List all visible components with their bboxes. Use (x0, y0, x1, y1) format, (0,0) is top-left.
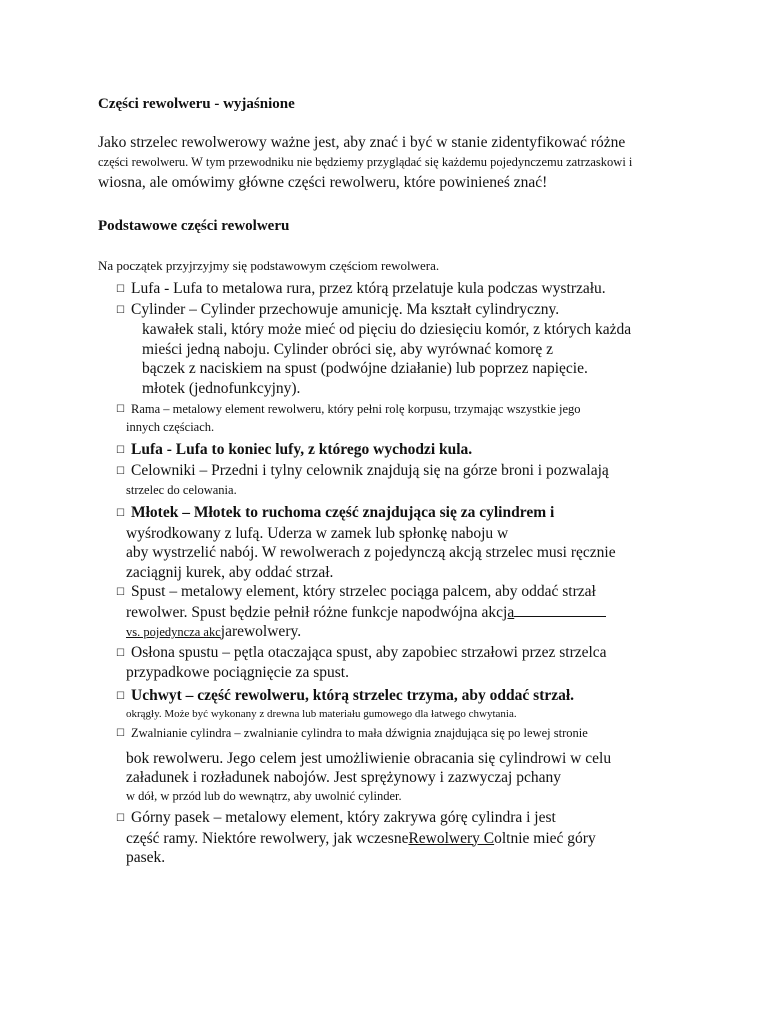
checkbox-icon: ☐ (116, 690, 125, 702)
list-item-rama: ☐ Rama – metalowy element rewolweru, który pełni rolę korpusu, trzymając wszystkie jego innych częściach. (116, 402, 581, 434)
checkbox-icon: ☐ (116, 284, 125, 295)
checkbox-icon: ☐ (116, 508, 125, 519)
intro-paragraph (98, 133, 738, 194)
underlined-text: vs. pojedyncza akc (126, 625, 221, 639)
list-item-cylinder: ☐ Cylinder – Cylinder przechowuje amunicję. Ma kształt cylindryczny. kawałek stali, który może mieć od pięciu do dziesięciu komór, z których każda mieści jedną naboju. Cylinder obróci się, aby wyrównać komorę z bączek z naciskiem na spust (podwójne działanie) lub poprzez napięcie. młotek (jednofunkcyjny). (116, 300, 632, 397)
checkbox-icon: ☐ (116, 813, 125, 824)
list-item-gorny-pasek: ☐ Górny pasek – metalowy element, który zakrywa górę cylindra i jest część ramy. Niektóre rewolwery, jak wczesneRewolwery Coltnie mieć góry pasek. (116, 809, 596, 866)
checkbox-icon: ☐ (116, 465, 125, 477)
section-lead: Na początek przyjrzyjmy się podstawowym częściom rewolwera. (98, 258, 440, 273)
checkbox-icon: ☐ (116, 587, 125, 598)
checkbox-icon: ☐ (116, 728, 125, 739)
list-item-lufa-koniec: ☐ Lufa - Lufa to koniec lufy, z którego wychodzi kula. (116, 440, 746, 461)
parts-list (116, 279, 746, 868)
underline-blank (514, 603, 606, 617)
checkbox-icon: ☐ (116, 304, 125, 316)
underlined-text: ja (503, 603, 515, 621)
list-item-uchwyt: ☐ Uchwyt – część rewolweru, którą strzelec trzyma, aby oddać strzał. okrągły. Może być wykonany z drewna lub materiału gumowego dla łatwego chwytania. (116, 686, 575, 720)
intro-line: Jako strzelec rewolwerowy ważne jest, aby znać i być w stanie zidentyfikować różne (98, 134, 626, 151)
list-item-spust: ☐ Spust – metalowy element, który strzelec pociąga palcem, aby oddać strzał rewolwer. Spust będzie pełnił różne funkcje napodwójna akcja vs. pojedyncza akcjarewolwery. (116, 582, 746, 643)
list-item-lufa: ☐ Lufa - Lufa to metalowa rura, przez którą przelatuje kula podczas wystrzału. (116, 279, 746, 300)
intro-line: części rewolweru. W tym przewodniku nie będziemy przyglądać się każdemu pojedynczemu zatrzaskowi i (98, 155, 633, 169)
list-item-zwalnianie-cylindra: ☐ Zwalnianie cylindra – zwalnianie cylindra to mała dźwignia znajdująca się po lewej stronie bok rewolweru. Jego celem jest umożliwienie obracania się cylindrowi w celu załadunek i rozładunek nabojów. Jest sprężynowy i zazwyczaj pchany w dół, w przód lub do wewnątrz, aby uwolnić cylinder. (116, 726, 612, 803)
revolver-link[interactable]: Rewolwery C (408, 829, 495, 847)
checkbox-icon: ☐ (116, 445, 125, 456)
list-item-celowniki: ☐ Celowniki – Przedni i tylny celownik znajdują się na górze broni i pozwalają strzelec do celowania. (116, 461, 609, 497)
checkbox-icon: ☐ (116, 404, 125, 415)
list-item-mlotek: ☐ Młotek – Młotek to ruchoma część znajdująca się za cylindrem i wyśrodkowany z lufą. Uderza w zamek lub spłonkę naboju w aby wystrzelić nabój. W rewolwerach z pojedynczą akcją strzelec musi ręcznie zaciągnij kurek, aby oddać strzał. (116, 504, 616, 581)
list-item-oslona-spustu: ☐ Osłona spustu – pętla otaczająca spust, aby zapobiec strzałowi przez strzelca przypadkowe pociągnięcie za spust. (116, 643, 607, 681)
document-title: Części rewolweru - wyjaśnione (98, 96, 295, 112)
intro-line: wiosna, ale omówimy główne części rewolweru, które powinieneś znać! (98, 174, 548, 191)
section-title: Podstawowe części rewolweru (98, 218, 290, 234)
checkbox-icon: ☐ (116, 647, 125, 659)
